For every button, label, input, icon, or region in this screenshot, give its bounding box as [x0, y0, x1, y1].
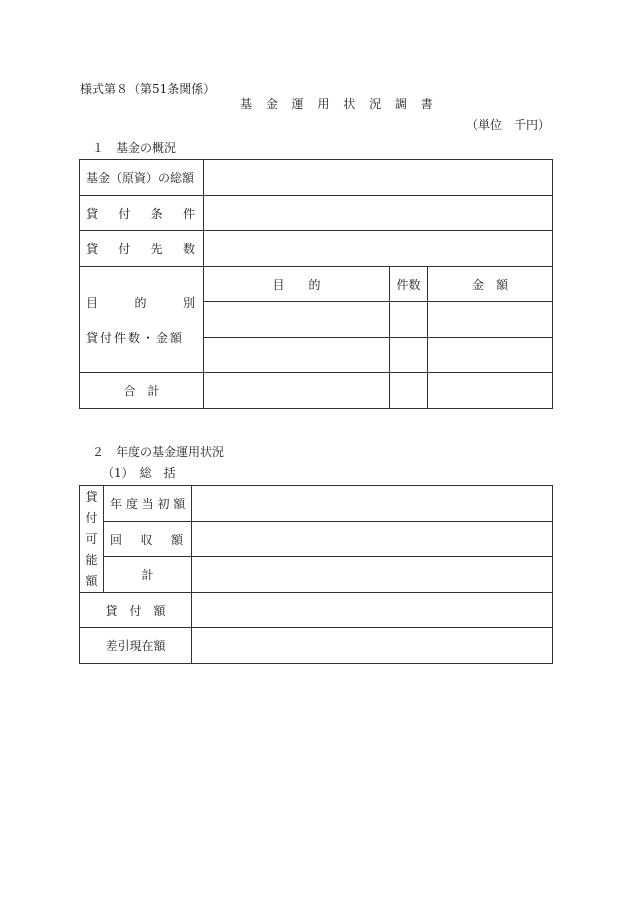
row-loaned-amount: [80, 593, 553, 628]
section2-subheading: （1） 総 括: [102, 466, 176, 480]
col-header-amount: 金 額: [428, 267, 553, 302]
cell-amount[interactable]: [428, 302, 553, 338]
cell-count[interactable]: [390, 338, 428, 373]
row-subtotal: [80, 557, 553, 593]
label-purpose-line2: 貸付件数・金額: [86, 330, 185, 345]
cell-initial-amount[interactable]: [192, 486, 553, 522]
label-loaned-amount: 貸 付 額: [80, 593, 192, 628]
label-available-amount: [80, 486, 104, 593]
label-char: 収: [140, 532, 153, 547]
document-title: 基 金 運 用 状 況 調 書: [240, 97, 438, 111]
label-char: 件: [182, 206, 195, 221]
cell-balance[interactable]: [192, 628, 553, 664]
col-header-count: 件数: [390, 267, 428, 302]
cell-loaned-amount[interactable]: [192, 593, 553, 628]
row-fund-total: [80, 160, 553, 196]
cell-loan-conditions[interactable]: [204, 196, 553, 231]
fund-overview-table: [79, 159, 553, 409]
label-subtotal: 計: [104, 557, 192, 593]
label-char: 別: [182, 295, 195, 310]
label-char: 貸: [86, 242, 99, 256]
cell-loan-recipients[interactable]: [204, 231, 553, 267]
label-total: 合 計: [80, 373, 204, 409]
cell-purpose[interactable]: [204, 338, 390, 373]
label-char: 付: [118, 206, 131, 221]
label-loan-conditions: [80, 196, 204, 231]
row-total: [80, 373, 553, 409]
section1-heading: １ 基金の概況: [92, 141, 177, 155]
row-recovered-amount: [80, 522, 553, 557]
row-initial-amount: [80, 486, 553, 522]
label-char: 能: [85, 552, 98, 567]
cell-total-amount[interactable]: [428, 373, 553, 409]
cell-count[interactable]: [390, 302, 428, 338]
cell-total-purpose[interactable]: [204, 373, 390, 409]
label-char: 条: [150, 206, 163, 221]
row-purpose-header: [80, 267, 553, 302]
label-char: 貸: [85, 489, 98, 504]
label-fund-total: 基金（原資）の総額: [80, 160, 204, 196]
unit-label: （単位 千円）: [466, 118, 551, 132]
label-initial-amount: 年 度 当 初 額: [104, 486, 192, 522]
form-number: 様式第８（第51条関係）: [80, 82, 216, 96]
label-char: 目: [86, 295, 99, 310]
label-loan-recipients: [80, 231, 204, 267]
label-char: 貸: [86, 206, 99, 221]
label-char: 回: [110, 532, 123, 547]
label-char: 的: [134, 295, 147, 310]
cell-recovered-amount[interactable]: [192, 522, 553, 557]
fund-operation-summary-table: [79, 485, 553, 664]
label-recovered-amount: [104, 522, 192, 557]
cell-subtotal[interactable]: [192, 557, 553, 593]
label-char: 付: [85, 510, 98, 525]
label-balance: 差引現在額: [80, 628, 192, 664]
cell-purpose[interactable]: [204, 302, 390, 338]
label-char: 先: [150, 242, 163, 256]
cell-amount[interactable]: [428, 338, 553, 373]
label-char: 額: [85, 573, 98, 588]
cell-fund-total[interactable]: [204, 160, 553, 196]
col-header-purpose: 目 的: [204, 267, 390, 302]
row-balance: [80, 628, 553, 664]
label-char: 額: [170, 532, 183, 547]
row-loan-recipients: [80, 231, 553, 267]
row-loan-conditions: [80, 196, 553, 231]
cell-total-count[interactable]: [390, 373, 428, 409]
section2-heading: ２ 年度の基金運用状況: [92, 445, 225, 459]
label-char: 可: [85, 531, 98, 546]
label-purpose-breakdown: [80, 267, 204, 373]
label-char: 付: [118, 242, 131, 256]
label-char: 数: [182, 242, 195, 256]
